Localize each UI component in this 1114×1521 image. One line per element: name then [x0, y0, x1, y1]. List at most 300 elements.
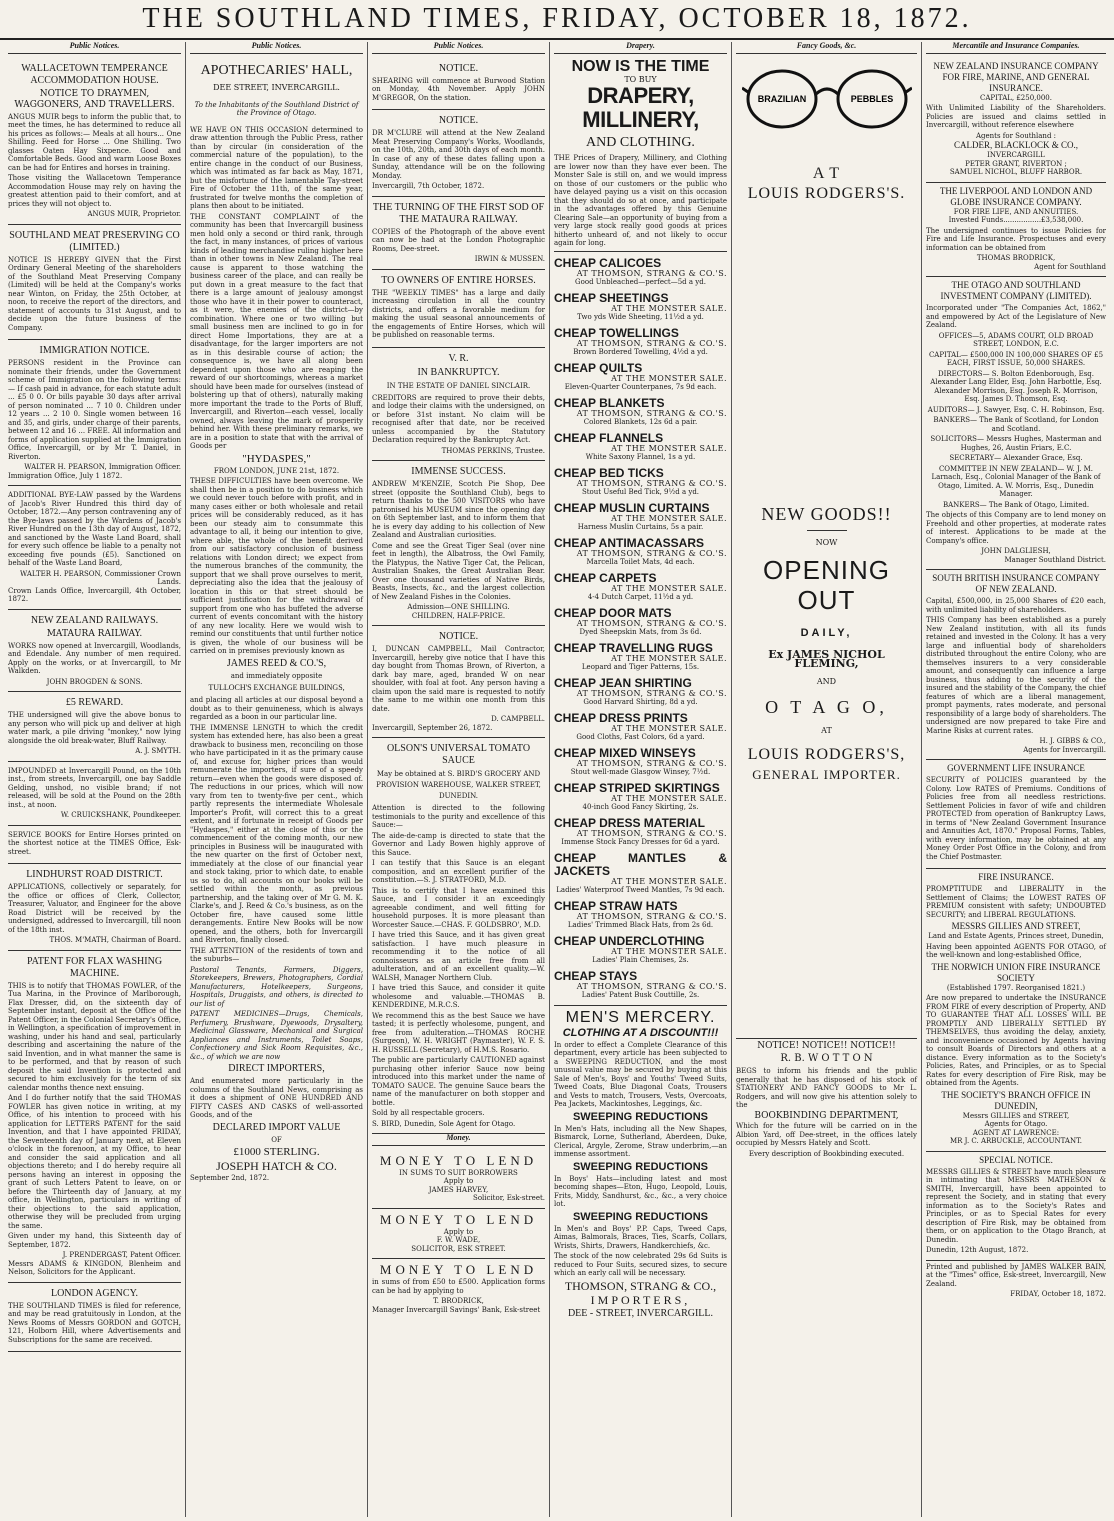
drapery-item-description: Ladies' Waterproof Tweed Mantles, 7s 9d each. — [556, 886, 725, 894]
value-amount: £1000 STERLING. — [233, 1146, 320, 1158]
drapery-item — [554, 572, 727, 602]
masthead-title: THE SOUTHLAND TIMES, FRIDAY, OCTOBER 18, 1872. — [142, 3, 972, 34]
drapery-item-location: AT THOMSON, STRANG & CO.'S. — [576, 618, 727, 628]
ad-body: PROMPTITUDE and LIBERALITY in the Settlement of Claims; the LOWEST RATES OF PREMIUM consistent with safety; UNDOUBTED SECURITY; and LIBERAL REGULATIONS. — [926, 885, 1106, 919]
ad-body: Those visiting the Wallacetown Temperance Accommodation House may rely on having the greatest attention paid to their comfort, and at prices they will not object to. — [8, 174, 181, 208]
testimonial: I can testify that this Sauce is an elegant composition, and an excellent purifier of the constitution.—S. J. STRATFORD, M.D. — [372, 859, 545, 884]
ad-title: MONEY TO LEND — [379, 1262, 538, 1277]
drapery-item — [554, 537, 727, 567]
ad-body: NOTICE IS HEREBY GIVEN that the First Ordinary General Meeting of the shareholders of the Southland Meat Preserving Company (Limited) will be held at the Company's works near Winton, on Friday, the 25th October, at noon, to receive the report of the directors, and statement of accounts to 31st August, and to decide upon the future business of the Company. — [8, 255, 181, 332]
section-header-money: Money. — [372, 1134, 545, 1146]
drapery-item-title: CHEAP CARPETS — [554, 570, 657, 585]
notice-heading: NOTICE! NOTICE!! NOTICE!! — [757, 1041, 896, 1051]
ad-body: ANGUS MUIR begs to inform the public that, to meet the times, he has determined to reduce all his prices as follows:— Meals at all hours... One Shilling. Feed for Horse ... One Shilling. Two glasses Oaten Hay Sixpence. Good and Comfortable Beds. Good and warm Loose Boxes can be had for Entires and horses in training. — [8, 112, 181, 172]
drapery-item-title: CHEAP DRESS MATERIAL — [554, 815, 705, 830]
drapery-item-title: CHEAP MUSLIN CURTAINS — [554, 500, 710, 515]
drapery-item-location: AT THE MONSTER SALE. — [611, 723, 727, 733]
ad-at: A T — [812, 164, 841, 182]
ad-body: MESSRS GILLIES & STREET have much pleasure in intimating that MESSRS MATHESON & SMITH, Invercargill, have been appointed to represent the Society, and in stating that every information as to the Society's Rates and Principles, or as to Special Rates for every description of Fire Risk, may be obtained from them, or on application to the Otago Branch, at Dunedin. — [926, 1167, 1106, 1244]
drapery-item-description: White Saxony Flannel, 1s a yd. — [585, 453, 696, 461]
ad-date: September 2nd, 1872. — [190, 1174, 270, 1182]
drapery-item — [554, 900, 727, 930]
ad-otago-investment — [926, 277, 1106, 570]
ad-body: THESE DIFFICULTIES have been overcome. We shall then be in a position to do business which we could never touch before with profit, and in many cases either or both wholesale and retail prices will be considerably reduced, as it has been our steady aim to consummate this advantage to all, it being our intention to give, where able, the whole of the benefit derived from our satisfactory conclusion of business relations with London direct; we expect from the numerous branches of the community, the support that we shall prove ourselves to merit, depreciating also the idea that the jealousy of location in this or that street should be sufficient justification for the withdrawal of support from one who has buffeted the adverse current of events concomitant with the history of any new locality. Here we would wish to remind our constituents that until further notice is given, the whole of our business will be carried on in premises previously known as — [190, 477, 363, 655]
ad-subtitle: FOR FIRE LIFE, AND ANNUITIES. — [953, 207, 1079, 216]
column-header: Drapery. — [554, 42, 727, 54]
ad-signature: WALTER H. PEARSON, Immigration Officer. — [24, 463, 181, 471]
ad-text: Apply to — [443, 1227, 474, 1236]
ad-title: OLSON'S UNIVERSAL TOMATO SAUCE — [386, 743, 531, 766]
ad-signature: THOS. M'MATH, Chairman of Board. — [49, 936, 181, 944]
ad-body: The objects of this Company are to lend money on Freehold and other properties, at moderate rates of interest. Applications to be made at the Company's office. — [926, 511, 1106, 545]
buildings-name: TULLOCH'S EXCHANGE BUILDINGS, — [208, 683, 345, 692]
testimonial: This is to certify that I have examined this Sauce, and I consider it an exceedingly agreeable condiment, and well fitting for household purposes. It is more pleasant than Worcester Sauce.—CHAS. F. GOLDSBRO', M.D. — [372, 886, 545, 929]
ad-money-harvey — [372, 1150, 545, 1209]
ad-body: And I do further notify that the said THOMAS FOWLER has given notice in writing, at my Office, of his intention to proceed with his application for LETTERS PATENT for the said Invention, and that I have appointed FRIDAY, the Seventeenth day of January next, at Eleven o'clock in the forenoon, at my Office, to hear and consider the said application and all objections thereto; and I do hereby require all persons having an interest in opposing the grant of such Letters Patent to leave, on or before the Thirteenth day of January, at my office, in Wellington, particulars in writing of their objections to the said application, otherwise they will be precluded from urging the same. — [8, 1094, 181, 1230]
drapery-item-location: AT THE MONSTER SALE. — [611, 443, 727, 453]
stock-note: The stock of the now celebrated 29s 6d Suits is reduced to Four Suits, secured sizes, to secure which an early call will be necessary. — [554, 1252, 727, 1277]
ad-body: IMPOUNDED at Invercargill Pound, on the 10th inst., from streets, Invercargill, one bay Saddle Gelding, unshod, no visible brand; if not released, will be sold at the Pound on the 28th inst., at noon. — [8, 766, 181, 809]
ad-title: MONEY TO LEND — [379, 1211, 538, 1227]
ad-campbell-notice — [372, 626, 545, 738]
column-header: Public Notices. — [372, 42, 545, 54]
ad-title: IN BANKRUPTCY. — [417, 366, 500, 378]
drapery-item-location: AT THOMSON, STRANG & CO.'S. — [576, 338, 727, 348]
ad-lindhurst — [8, 864, 181, 951]
ad-title: TO OWNERS OF ENTIRE HORSES. — [381, 274, 536, 286]
ad-title: IMMENSE SUCCESS. — [411, 466, 506, 477]
drapery-item-location: AT THOMSON, STRANG & CO.'S. — [576, 911, 727, 921]
drapery-item — [554, 397, 727, 427]
ad-signature: WALTER H. PEARSON, Commissioner Crown Lands. — [20, 569, 181, 586]
opening-out-heading: OPENING OUT — [763, 555, 890, 615]
drapery-item-title: CHEAP CALICOES — [554, 255, 662, 270]
ad-body: Given under my hand, this Sixteenth day of September, 1872. — [8, 1232, 181, 1249]
ad-body: Come and see the Great Tiger Seal (over nine feet in length), the Albatross, the Owl Family, the Platypus, the Native Tiger Cat, the Pelican, Australian Snakes, the Great Australian Bear. Over one thousand varieties of Native Birds, Beasts, Insects, &c., and the largest collection of New Zealand Fishes in the Colonies. — [372, 541, 545, 601]
ad-body: THIS is to notify that THOMAS FOWLER, of the Tua Marina, in the Province of Marlborough, Flax Dresser, did, on the sixteenth day of September instant, deposit at the Office of the Patent Officer, in the Colonial Secretary's Office, in Wellington, a specification of improvement in washing, under his hand and seal, particularly describing and ascertaining the nature of the said Invention, and in what manner the same is to be performed, and that by reason of such deposit the said Invention is protected and secured to him exclusively for the term of six calendar months thence next ensuing. — [8, 981, 181, 1092]
ad-auditors: AUDITORS— J. Sawyer, Esq. C. H. Robinson, Esq. — [927, 405, 1105, 414]
ad-body: COPIES of the Photograph of the above event can now be had at the London Photographic Rooms, Dee-street. — [372, 227, 545, 253]
ad-signature: S. BIRD, Dunedin, Sole Agent for Otago. — [372, 1119, 516, 1128]
divider — [807, 530, 847, 531]
drapery-item — [554, 292, 727, 322]
value-heading: DECLARED IMPORT VALUE — [212, 1121, 341, 1133]
ad-title: FIRE INSURANCE. — [978, 872, 1054, 882]
sweeping-heading: SWEEPING REDUCTIONS — [572, 1210, 709, 1223]
drapery-item-description: Eleven-Quarter Counterpanes, 7s 9d each. — [564, 383, 717, 391]
drapery-item-title: CHEAP STAYS — [554, 968, 638, 983]
drapery-item — [554, 362, 727, 392]
divider — [554, 1005, 727, 1006]
agent-name: CALDER, BLACKLOCK & CO., — [953, 140, 1078, 150]
ad-title: GOVERNMENT LIFE INSURANCE — [947, 763, 1085, 773]
drapery-headline: NOW IS THE TIME — [571, 57, 710, 75]
drapery-item-description: Good Cloths, Fast Colors, 6d a yard. — [576, 733, 705, 741]
ad-signature: THOMAS BRODRICK, — [976, 254, 1056, 262]
importers-heading: DIRECT IMPORTERS, — [228, 1063, 325, 1074]
sweeping-body: In Men's Hats, including all the New Shapes, Bismarck, Lorne, Sutherland, Aberdeen, Duke, Clerical, Argyle, Zerome, Straw underbrim,—an immense assortment. — [554, 1124, 727, 1158]
column-header: Fancy Goods, &c. — [736, 42, 917, 54]
ad-body: PATENT MEDICINES—Drugs, Chemicals, Perfumery, Brushware, Dyewoods, Drysaltery, Medicinal Glassware, Mechanical and Surgical Appliances and Instruments, Toilet Soaps, Confectionery and Sick Room Requisites, &c., &c., of which we are now — [190, 1010, 363, 1061]
drapery-item-description: Stout Useful Bed Tick, 9½d a yd. — [581, 488, 700, 496]
ad-date: Crown Lands Office, Invercargill, 4th October, 1872. — [8, 586, 181, 603]
ad-body: and placing all articles at our disposal beyond a doubt as to their genuineness, which is always regarded as a boon in our particular line. — [190, 696, 363, 721]
ad-dr-mclure — [372, 110, 545, 197]
ad-bankers: BANKERS— The Bank of Otago, Limited. — [942, 500, 1090, 509]
ad-fire-insurance — [926, 869, 1106, 1152]
ad-bye-law — [8, 486, 181, 610]
drapery-subheadline: AND CLOTHING. — [586, 135, 695, 150]
ad-subtitle: NOTICE TO DRAYMEN, WAGGONERS, AND TRAVELLERS. — [14, 88, 175, 110]
imprint-date: FRIDAY, October 18, 1872. — [1010, 1290, 1106, 1298]
ad-signature: D. CAMPBELL. — [491, 715, 545, 723]
ad-title: WALLACETOWN TEMPERANCE ACCOMMODATION HOUSE. — [21, 62, 168, 86]
ad-title: NOTICE. — [438, 62, 479, 74]
drapery-item-description: Colored Blankets, 12s 6d a pair. — [583, 418, 698, 426]
ship-name: Ex JAMES NICHOL FLEMING, — [768, 648, 885, 670]
ad-service-books — [8, 826, 181, 865]
ad-title: NEW ZEALAND INSURANCE COMPANY FOR FIRE, MARINE, AND GENERAL INSURANCE. — [933, 60, 1099, 93]
ad-title: LONDON AGENCY. — [50, 1287, 139, 1299]
drapery-item-description: Immense Stock Fancy Dresses for 6d a yard. — [561, 838, 720, 846]
ad-capital: CAPITAL, £250,000. — [980, 93, 1052, 102]
at-label: AT — [821, 725, 832, 735]
drapery-item-title: CHEAP STRAW HATS — [554, 898, 678, 913]
wotton-body: Every description of Bookbinding executed. — [748, 1149, 905, 1158]
ad-subtitle: IN THE ESTATE OF DANIEL SINCLAIR. — [386, 381, 531, 390]
drapery-item-description: 40-inch Good Fancy Skirting, 2s. — [582, 803, 699, 811]
drapery-item-title: CHEAP JEAN SHIRTING — [554, 675, 692, 690]
ad-offices: OFFICES—5, ADAMS COURT, OLD BROAD STREET, LONDON, E.C. — [938, 331, 1094, 348]
column-insurance — [922, 42, 1110, 1517]
ad-solicitors: SOLICITORS— Messrs Hughes, Masterman and Hughes, 26, Austin Friars, E.C. — [930, 435, 1102, 452]
new-goods-heading: NEW GOODS!! — [761, 503, 892, 524]
agent-name: MR J. C. ARBUCKLE, ACCOUNTANT. — [950, 1137, 1082, 1145]
and-label: AND — [816, 677, 837, 686]
ad-committee: COMMITTEE IN NEW ZEALAND— W. J. M. Larnach, Esq., Colonial Manager of the Bank of Otago, Limited. A. W. Morris, Esq., Dunedin Manager. — [931, 464, 1101, 498]
ad-text: OF — [271, 1135, 282, 1144]
testimonial: The aide-de-camp is directed to state that the Governor and Lady Bowen highly approve of this Sauce. — [372, 831, 545, 857]
ad-body: WE HAVE ON THIS OCCASION determined to draw attention through the Public Press, rather than by circular (in consideration of the commercial nature of the population), to the entire change in the conduct of our Business, which was intimated as far back as May, 1871, but the misfortune of the lamentable Tay-street Fire of October the 11th, of the same year, frustrated for twelve months the completion of plans then about to be initiated. — [190, 125, 363, 210]
shop-name: LOUIS RODGERS'S. — [747, 184, 906, 202]
ad-name: JAMES HARVEY, — [428, 1185, 489, 1194]
ad-liverpool — [926, 183, 1106, 278]
column-public-notices-1 — [4, 42, 186, 1517]
drapery-item-location: AT THE MONSTER SALE. — [611, 876, 727, 886]
ad-title: LINDHURST ROAD DISTRICT. — [26, 869, 163, 880]
drapery-item-location: AT THE MONSTER SALE. — [611, 793, 727, 803]
drapery-item-description: Brown Bordered Towelling, 4½d a yd. — [573, 348, 708, 356]
ad-agents-label: Agents for Southland : — [975, 131, 1057, 140]
divider — [736, 1038, 917, 1039]
drapery-item-title: CHEAP FLANNELS — [554, 430, 664, 445]
ad-body: The undersigned continues to issue Policies for Fire and Life Insurance. Prospectuses and every information can be obtained from — [926, 226, 1106, 252]
drapery-item-description: Dyed Sheepskin Mats, from 3s 6d. — [579, 628, 702, 636]
ad-title: SOUTHLAND MEAT PRESERVING CO (LIMITED.) — [9, 229, 180, 253]
ad-role: Manager Southland District. — [1004, 555, 1106, 564]
otago-label: O T A G O, — [765, 696, 888, 717]
testimonial: We recommend this as the best Sauce we have tasted; it is perfectly wholesome, pungent, and free from adulteration.—THOMAS ROCHE (Surgeon), W. H. WRIGHT (Paymaster), W. F. S. H. RUSSELL (Secretary), of H.M.S. Rosario. — [372, 1011, 545, 1054]
ad-date: Invercargill, 7th October, 1872. — [372, 182, 485, 190]
drapery-item-title: CHEAP SHEETINGS — [554, 290, 669, 305]
ad-salutation: To the Inhabitants of the Southland District of the Province of Otago. — [194, 100, 359, 117]
ad-signature: JOSEPH HATCH & CO. — [216, 1159, 337, 1173]
drapery-item-location: AT THOMSON, STRANG & CO.'S. — [576, 408, 727, 418]
drapery-item-title: CHEAP ANTIMACASSARS — [554, 535, 705, 550]
drapery-item-title: CHEAP BED TICKS — [554, 465, 664, 480]
drapery-item-title: CHEAP DOOR MATS — [554, 605, 672, 620]
ad-name: T. BRODRICK, — [433, 1297, 484, 1305]
drapery-item-description: Ladies' Trimmed Black Hats, from 2s 6d. — [567, 921, 714, 929]
sweeping-heading: SWEEPING REDUCTIONS — [572, 1160, 709, 1173]
ad-body: Pastoral Tenants, Farmers, Diggers, Storekeepers, Brewers, Photographers, Cordial Manufacturers, Hotelkeepers, Surgeons, Hospitals, Druggists, and others, is directed to our list of — [190, 965, 363, 1008]
drapery-item — [554, 712, 727, 742]
agent-name: PETER GRANT, RIVERTON ; — [965, 159, 1067, 168]
ad-body: THE "WEEKLY TIMES" has a large and daily increasing circulation in all the country districts, and offers a favorable medium for making the usual seasonal announcements of the engagements of Entire Horses, which will be published on reasonable terms. — [372, 288, 545, 339]
ad-text: and immediately opposite — [230, 671, 323, 680]
ad-role: Agents for Invercargill. — [1023, 745, 1106, 754]
ad-shearing — [372, 58, 545, 111]
ad-body: ADDITIONAL BYE-LAW passed by the Wardens of Jacob's River Hundred this third day of October, 1872.—Any person contravening any of the Bye-laws passed by the Wardens of Jacob's River Hundred on the 13th day of August, 1872, and sanctioned by the Waste Land Board, shall for every such offence be liable to a penalty not exceeding five pounds (£5). Sanctioned on behalf of the Waste Land Board, — [8, 491, 181, 567]
spectacles-icon — [742, 64, 912, 134]
ad-south-british — [926, 570, 1106, 760]
ad-body: THE CONSTANT COMPLAINT of the community has been that Invercargill business men hold only a second or third rank, through the fact, in many instances, of prices of various kinds of leading merchandise ruling higher here than in other towns in New Zealand. The real cause is apparent to those watching the business career of the place, and can really be put down in a great measure to the fact that there is a large amount of jealousy amongst those who have it in their power to counteract, as it were, the enemies of the district—by combination. Where one or two willing but small business men are inclined to go in for direct Home Importations, they are at a disadvantage, for the larger importers are not as in this desirable course of action; the consequence is, we have all along been dependent upon those who are reaping the reward of our shortcomings, whereas a market should have been made for ourselves (instead of bolstering up that of others), naturally making more important the trade to the Ports of Bluff, Invercargill, and Riverton—each vessel, locally owned, always leaving the mark of prosperity behind her. With these preliminary remarks, we are in a position to state that with the arrival of Goods per — [190, 212, 363, 450]
ad-directors: DIRECTORS— S. Bolton Edenborough, Esq. Alexander Lang Elder, Esq. John Harbottle, Esq. Alexander Morrison, Esq. Joseph R. Morrison, Esq. James D. Thomson, Esq. — [930, 369, 1102, 403]
drapery-item-title: CHEAP UNDERCLOTHING — [554, 933, 705, 948]
ad-signature: H. J. GIBBS & CO., — [1039, 737, 1106, 745]
sweeping-heading: SWEEPING REDUCTIONS — [572, 1110, 709, 1123]
ad-body: WORKS now opened at Invercargill, Woodlands, and Edendale. Any number of men required. Apply on the works, or at Invercargill, to Mr Walkden. — [8, 641, 181, 675]
drapery-item-title: CHEAP MANTLES & JACKETS — [554, 850, 727, 878]
lens-right-label: PEBBLES — [850, 93, 893, 104]
drapery-item-location: AT THE MONSTER SALE. — [611, 303, 727, 313]
ad-title: IMMIGRATION NOTICE. — [39, 345, 150, 356]
column-header: Mercantile and Insurance Companies. — [926, 42, 1106, 54]
drapery-item-location: AT THOMSON, STRANG & CO.'S. — [576, 828, 727, 838]
drapery-item-location: AT THE MONSTER SALE. — [611, 653, 727, 663]
divider — [554, 251, 727, 252]
drapery-item — [554, 467, 727, 497]
ad-body: SERVICE BOOKS for Entire Horses printed on the shortest notice at the TIMES Office, Esk-street. — [8, 830, 181, 856]
ad-body: Having been appointed AGENTS FOR OTAGO, of the well-known and long-established Office, — [926, 942, 1106, 959]
drapery-item — [554, 502, 727, 532]
drapery-item-location: AT THOMSON, STRANG & CO.'S. — [576, 688, 727, 698]
drapery-item — [554, 257, 727, 287]
ad-money-wade — [372, 1209, 545, 1260]
ad-body: in sums of from £50 to £500. Application forms can be had by applying to — [372, 1278, 545, 1295]
ad-signature: J. PRENDERGAST, Patent Officer. — [62, 1251, 181, 1259]
column-public-notices-3 — [368, 42, 550, 1517]
ad-immigration — [8, 340, 181, 486]
drapery-item-description: Good Harvard Shirting, 8d a yd. — [583, 698, 698, 706]
ad-body: THE undersigned will give the above bonus to any person who will pick up and deliver at high water mark, a pile driving "monkey," now lying alongside the old break-water, Bluff Railway. — [8, 711, 181, 745]
daily-label: DAILY, — [800, 627, 853, 639]
column-fancy-goods — [732, 42, 922, 1517]
ad-title: MONEY TO LEND — [379, 1152, 538, 1168]
ad-title: THE LIVERPOOL AND LONDON AND GLOBE INSURANCE COMPANY. — [939, 185, 1093, 207]
shop-name: LOUIS RODGERS'S, — [747, 746, 906, 763]
ad-title: APOTHECARIES' HALL, — [200, 62, 353, 78]
drapery-item-location: AT THE MONSTER SALE. — [611, 583, 727, 593]
ad-wallacetown — [8, 58, 181, 225]
drapery-item — [554, 432, 727, 462]
ad-subtitle: IN SUMS TO SUIT BORROWERS — [399, 1168, 518, 1177]
ad-signature: IRWIN & MUSSEN. — [474, 255, 545, 263]
ad-body: THE IMMENSE LENGTH to which the credit system has extended here, has also been a great drawback to business men, reconciling on those who have participated in it as the primary cause of, and excuse for, higher prices than would remunerate the importers, if sure of a speedy return—even when the goods were disposed of. The reductions in our prices, which will now vary from ten to twenty-five per cent., which partly represents the intermediate Wholesale Importer's Profit, will correct this to a great extent, and if fortunate in receipt of Goods per "Hydaspes," either at the close of this or the commencement of the coming month, our new principles in Business will be inaugurated with the new quarter on the first of October next, immediately at the close of our financial year and stock taking, prior to which date, to enable us so to do, all accounts on our books will be settled within the month, as previous partnership, and the taking over of Mr G. M. K. Clarke's, and J. Reed & Co.'s business, as on the October fire, have caused some little derangements. Entire New Books will be now opened, and the others, both for Invercargill and Riverton, finally closed. — [190, 723, 363, 944]
ad-bankruptcy — [372, 348, 545, 462]
drapery-item-location: AT THOMSON, STRANG & CO.'S. — [576, 478, 727, 488]
ad-first-sod — [372, 197, 545, 270]
ad-body: And enumerated more particularly in the columns of the Southland News, comprising as it does a shipment of ONE HUNDRED AND FIFTY CASES AND CASKS of well-assorted Goods, and of the — [190, 1077, 363, 1119]
ad-date: Dunedin, 12th August, 1872. — [926, 1246, 1029, 1254]
ad-govt-life — [926, 760, 1106, 869]
ad-agents: Messrs ADAMS & KINGDON, Blenheim and Nelson, Solicitors for the Applicant. — [8, 1259, 181, 1276]
ad-reward — [8, 692, 181, 762]
column-header: Public Notices. — [8, 42, 181, 54]
drapery-item — [554, 607, 727, 637]
drapery-item — [554, 642, 727, 672]
ad-signature: A. J. SMYTH. — [135, 747, 181, 755]
drapery-item-location: AT THOMSON, STRANG & CO.'S. — [576, 981, 727, 991]
ad-text: Apply to — [443, 1177, 474, 1185]
ad-secretary: SECRETARY— Alexander Grace, Esq. — [949, 454, 1083, 462]
ad-railways — [8, 610, 181, 693]
drapery-item — [554, 782, 727, 812]
ad-role: Manager Invercargill Savings' Bank, Esk-street — [372, 1305, 541, 1314]
wotton-body: Which for the future will be carried on in the Albion Yard, off Dee-street, in the offices lately occupied by Messrs Hately and Scott. — [736, 1122, 917, 1147]
ad-immense-success — [372, 461, 545, 626]
drapery-item-location: AT THE MONSTER SALE. — [611, 373, 727, 383]
ad-london-agency — [8, 1283, 181, 1353]
ad-bankers: BANKERS— The Bank of Scotland, for London and Scotland. — [933, 416, 1099, 433]
ad-body: With Unlimited Liability of the Shareholders. Policies are issued and claims settled in Invercargill, without reference elsewhere — [926, 104, 1106, 129]
ad-signature: JOHN BROGDEN & SONS. — [46, 677, 143, 686]
drapery-item-description: Harness Muslin Curtains, 5s a pair. — [577, 523, 704, 531]
drapery-item-description: Marcella Toilet Mats, 4d each. — [586, 558, 695, 566]
ship-name: "HYDASPES," — [242, 452, 311, 465]
drapery-item-location: AT THOMSON, STRANG & CO.'S. — [576, 758, 727, 768]
ad-impounded — [8, 762, 181, 826]
drapery-item-location: AT THOMSON, STRANG & CO.'S. — [576, 268, 727, 278]
ad-date: Immigration Office, July 1 1872. — [8, 471, 123, 480]
discount-body: In order to effect a Complete Clearance of this department, every article has been subjected to a SWEEPING REDUCTION, and the most unusual value may be secured by buying at this Sale of Men's, Boys' and Youths' Tweed Suits, Tweed Coats, Blue Diagonal Coats, Trousers and Vests to match, Trousers, Vests, Overcoats, Pea Jackets, Mackintoshes, Leggings, &c. — [554, 1040, 727, 1108]
ad-nz-insurance — [926, 58, 1106, 183]
drapery-item-title: CHEAP MIXED WINSEYS — [554, 745, 696, 760]
ad-signature: JOHN DALGLIESH, — [981, 547, 1051, 555]
drapery-item — [554, 817, 727, 847]
drapery-item-title: CHEAP TRAVELLING RUGS — [554, 640, 713, 655]
ad-title: PATENT FOR FLAX WASHING MACHINE. — [26, 955, 163, 979]
drapery-item-title: CHEAP QUILTS — [554, 360, 643, 375]
ad-title: NEW ZEALAND RAILWAYS. — [30, 614, 159, 626]
ad-body: DR M'CLURE will attend at the New Zealand Meat Preserving Company's Works, Woodlands, on the 10th, 20th, and 30th days of each month. In case of any of these dates falling upon a Sunday, attendance will be on the following Monday. — [372, 129, 545, 180]
testimonial: I have tried this Sauce, and consider it quite wholesome and valuable.—THOMAS B. KENDERDINE, M.R.C.S. — [372, 984, 545, 1009]
testimonial: I have tried this Sauce, and it has given great satisfaction. I have much pleasure in recommending it to the notice of all connoisseurs as an article free from all adulteration, and of an excellent quality.—W. WALSH, Manager Northern Club. — [372, 931, 545, 982]
office-name: THE NORWICH UNION FIRE INSURANCE SOCIETY — [931, 961, 1101, 983]
drapery-item-description: Leopard and Tiger Patterns, 15s. — [581, 663, 700, 671]
firm-address: DEE - STREET, INVERCARGILL. — [567, 1307, 714, 1319]
ad-capital: CAPITAL— £500,000 IN 100,000 SHARES OF £5 EACH, FIRST ISSUE, 50,000 SHARES. — [928, 350, 1104, 367]
drapery-item-location: AT THOMSON, STRANG & CO.'S. — [576, 548, 727, 558]
ad-subtitle: MATAURA RAILWAY. — [46, 628, 143, 639]
ad-body: CREDITORS are required to prove their debts, and lodge their claims with the undersigned, on or before 31st instant. No claim will be recognised after that date, nor be received unless accompanied by the Statutory Declaration required by the Bankruptcy Act. — [372, 393, 545, 444]
drapery-item-location: AT THE MONSTER SALE. — [611, 946, 727, 956]
lens-left-label: BRAZILIAN — [757, 93, 806, 104]
ad-patent — [8, 951, 181, 1283]
sweeping-body: In Men's and Boys' P.P. Caps, Tweed Caps, Aimas, Balmorals, Braces, Ties, Scarfs, Collars, Wrists, Shirts, Drawers, Handkerchiefs, &c. — [554, 1224, 727, 1250]
spacer — [736, 204, 917, 504]
ad-body: Sold by all respectable grocers. — [372, 1109, 485, 1117]
drapery-subhead: TO BUY — [624, 74, 657, 84]
ad-signature: W. CRUICKSHANK, Poundkeeper. — [60, 811, 181, 819]
drapery-item — [554, 327, 727, 357]
ad-children: CHILDREN, HALF-PRICE. — [411, 611, 506, 620]
ad-body: APPLICATIONS, collectively or separately, for the office or offices of Clerk, Collector, Treasurer, Valuator, and Engineer for the above Road District will be received by the undersigned, addressed to Invercargill, till noon of the 18th inst. — [8, 883, 181, 934]
ad-signature: ANGUS MUIR, Proprietor. — [87, 210, 181, 218]
mercery-heading: MEN'S MERCERY. — [565, 1008, 716, 1026]
ad-role: SOLICITOR, ESK STREET. — [411, 1244, 506, 1253]
ad-address: DEE STREET, INVERCARGILL. — [213, 82, 340, 92]
column-header: Public Notices. — [190, 42, 363, 54]
bookbinding-heading: BOOKBINDING DEPARTMENT, — [754, 1110, 899, 1121]
ad-body: Incorporated under "The Companies Act, 1862," and empowered by Act of the Legislature of New Zealand. — [926, 304, 1106, 329]
ad-funds: Invested Funds.................£3,538,000. — [948, 216, 1084, 224]
ad-body: ANDREW M'KENZIE, Scotch Pie Shop, Dee street (opposite the Southland Club), begs to return thanks to the 500 VISITORS who have patronised his MUSEUM since the opening day on 6th September last, and to inform them that he is every day adding to his collection of New Zealand and Australian curiosities. — [372, 480, 545, 539]
ad-title: THE TURNING OF THE FIRST SOD OF THE MATAURA RAILWAY. — [372, 201, 545, 225]
ad-money-brodrick — [372, 1259, 545, 1319]
ad-body: Are now prepared to undertake the INSURANCE FROM FIRE of every description of Property, AND TO GUARANTEE THAT ALL LOSSES WILL BE PROMPTLY AND LIBERALLY SETTLED BY THEMSELVES, thus avoiding the delay, anxiety, and inconvenience occasioned by Agents having to consult Boards of Directors and others at a distance. Every information as to the Society's Policies, Rates, and Principles, or as to Special Rates for every description of Fire Risk, may be obtained from the Agents. — [926, 994, 1106, 1087]
drapery-item-title: CHEAP STRIPED SKIRTINGS — [554, 780, 720, 795]
ad-signature: Messrs GILLIES and STREET, — [962, 1111, 1070, 1120]
drapery-item — [554, 970, 727, 1000]
drapery-item-title: CHEAP BLANKETS — [554, 395, 665, 410]
firm-role: IMPORTERS, — [590, 1292, 691, 1307]
firm-name: JAMES REED & CO.'S, — [226, 657, 327, 669]
drapery-item-description: Ladies' Patent Busk Couttille, 2s. — [581, 991, 700, 999]
ad-role: Agent for Southland — [1034, 262, 1106, 271]
drapery-mega-headline: DRAPERY, MILLINERY, — [582, 83, 699, 132]
drapery-item-description: 4-4 Dutch Carpet, 11½d a yd. — [587, 593, 694, 601]
ad-body: The public are particularly CAUTIONED against purchasing other inferior Sauce now being introduced into this market under the name of TOMATO SAUCE. The genuine Sauce bears the name of the manufacturer on both stopper and bottle. — [372, 1056, 545, 1107]
agent-name: SAMUEL NICHOL, BLUFF HARBOR. — [949, 168, 1083, 176]
drapery-item — [554, 935, 727, 965]
ad-body: SHEARING will commence at Burwood Station on Monday, 4th November. Apply JOHN M'GREGOR, On the station. — [372, 76, 545, 102]
firm-name: MESSRS GILLIES AND STREET, — [951, 921, 1081, 931]
ad-title: NOTICE. — [438, 631, 479, 642]
drapery-intro: THE Prices of Drapery, Millinery, and Clothing are lower now than they have ever been. The Monster Sale is still on, and we would impress on those of our customers or the public who have delayed paying us a visit on this occasion that they should do so at once, and participate in the advantages offered by this Genuine Clearing Sale—an opportunity of buying from a very large stock really good goods at prices hitherto unheard of, and not likely to occur again for long. — [554, 154, 727, 247]
ad-title: SPECIAL NOTICE. — [979, 1154, 1053, 1165]
ad-title: THE OTAGO AND SOUTHLAND INVESTMENT COMPANY (LIMITED). — [940, 280, 1092, 301]
drapery-item-description: Good Unbleached—perfect—5d a yd. — [575, 278, 706, 286]
discount-heading: CLOTHING AT A DISCOUNT!!! — [562, 1026, 719, 1039]
ad-title: NOTICE. — [438, 115, 479, 126]
masthead — [0, 0, 1114, 40]
wotton-body: BEGS to inform his friends and the public generally that he has disposed of his stock of STATIONERY AND FANCY GOODS to Mr L. Rodgers, and will now give his attention solely to the — [736, 1067, 917, 1109]
general-importer: GENERAL IMPORTER. — [752, 767, 901, 782]
firm-address: Land and Estate Agents, Princes street, Dunedin, — [928, 932, 1104, 940]
drapery-item-description: Ladies' Plain Chemises, 2s. — [592, 956, 689, 964]
wotton-name: R. B. W O T T O N — [780, 1052, 873, 1064]
ad-role: Agents for Otago. — [984, 1120, 1048, 1128]
branch-office: THE SOCIETY'S BRANCH OFFICE IN DUNEDIN, — [941, 1089, 1091, 1111]
imprint: Printed and published by JAMES WALKER BAIN, at the "Times" office, Esk-street, Invercargill, New Zealand. — [926, 1262, 1106, 1288]
drapery-item — [554, 747, 727, 777]
agent-label: AGENT AT LAWRENCE: — [972, 1128, 1060, 1137]
drapery-item-location: AT THE MONSTER SALE. — [611, 513, 727, 523]
firm-name: THOMSON, STRANG & CO., — [564, 1278, 717, 1293]
ad-body: Attention is directed to the following testimonials to the purity and excellence of this Sauce:— — [372, 804, 545, 829]
ad-date: Invercargill, September 26, 1872. — [372, 723, 493, 732]
